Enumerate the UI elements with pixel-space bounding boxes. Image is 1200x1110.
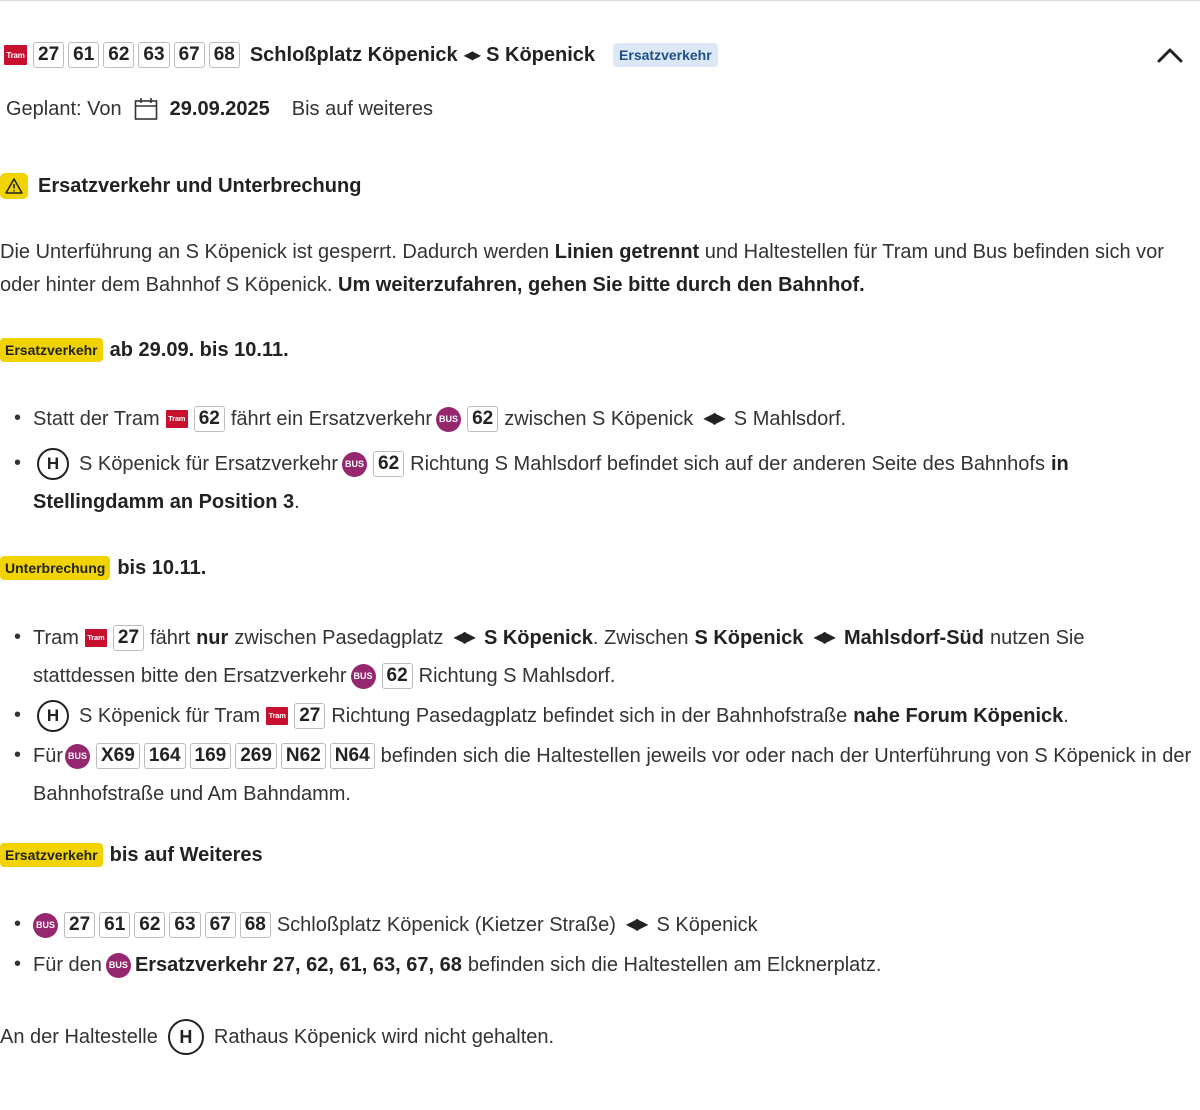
planned-period [6,94,433,124]
bullet-dot: • [14,626,22,648]
calendar-icon [134,97,158,121]
route-from: Schloßplatz Köpenick [249,43,458,66]
section-heading [0,553,206,583]
line-badge[interactable]: 27 [294,703,325,729]
line-badge[interactable]: 63 [169,912,200,938]
section-title: bis auf Weiteres [109,843,263,866]
text: S Köpenick [656,914,758,936]
chevron-up-icon[interactable] [1156,44,1184,66]
section-heading [0,335,289,365]
line-badge[interactable]: 61 [99,912,130,938]
bullet-dot: • [14,953,22,975]
text: S Köpenick für Ersatzverkehr [79,453,338,475]
line-badge: 68 [209,42,240,68]
text: S Köpenick für Tram [79,705,261,727]
line-badge[interactable]: 68 [240,912,271,938]
line-badge[interactable]: 62 [194,406,225,432]
section-tag: Ersatzverkehr [0,338,103,362]
bus-icon: BUS [351,664,376,689]
line-badge[interactable]: 269 [235,743,277,769]
section-heading [0,840,263,870]
text-bold: Mahlsdorf-Süd [843,627,984,649]
bullet-dot: • [14,913,22,935]
line-badge[interactable]: 169 [190,743,232,769]
text: . [1063,705,1069,727]
section-title: ab 29.09. bis 10.11. [109,338,289,361]
line-badge[interactable]: 62 [467,406,498,432]
line-badge[interactable]: N64 [330,743,375,769]
text: Richtung S Mahlsdorf. [418,665,616,687]
text-bold: Ersatzverkehr 27, 62, 61, 63, 67, 68 [134,954,462,976]
stop-icon: H [168,1019,204,1055]
line-badge[interactable]: 164 [144,743,186,769]
text: nutzen Sie [989,627,1085,649]
line-badge[interactable]: X69 [96,743,140,769]
disruption-header[interactable] [4,40,718,70]
text-bold: S Köpenick [694,627,804,649]
text: fährt ein Ersatzverkehr [230,408,433,430]
bullet-dot: • [14,452,22,474]
text-bold: Stellingdamm an Position 3 [33,491,295,513]
text: zwischen S Köpenick [504,408,694,430]
text: befinden sich die Haltestellen jeweils vor oder nach der Unterführung von S Köpenick in der [380,745,1192,767]
warning-title: Ersatzverkehr und Unterbrechung [38,174,362,197]
text: Für den [33,954,102,976]
section-tag: Unterbrechung [0,556,110,580]
text-bold: nur [196,627,229,649]
status-badge: Ersatzverkehr [613,43,718,67]
text: An der Haltestelle [0,1025,158,1048]
text: Rathaus Köpenick wird nicht gehalten. [213,1025,555,1048]
line-badge[interactable]: 62 [373,451,404,477]
line-badge: 63 [138,42,169,68]
line-badge: 62 [103,42,134,68]
bus-icon: BUS [436,407,461,432]
text: . Zwischen [592,627,689,649]
section-title: bis 10.11. [117,556,207,579]
text: Schloßplatz Köpenick (Kietzer Straße) [276,914,616,936]
bidirectional-arrow-icon: ◀▶ [625,916,647,933]
bus-icon: BUS [342,452,367,477]
text: zwischen Pasedagplatz [234,627,444,649]
bus-icon: BUS [65,744,90,769]
intro-text: Die Unterführung an S Köpenick ist gesperrt. Dadurch werden [0,241,555,263]
bidirectional-arrow-icon: ◀▶ [453,629,474,646]
intro-text: oder hinter dem Bahnhof S Köpenick. [0,274,338,296]
line-badge[interactable]: 62 [134,912,165,938]
line-badge[interactable]: 27 [113,625,144,651]
tram-icon: Tram [266,707,288,725]
text: Richtung Pasedagplatz befindet sich in der Bahnhofstraße [331,705,848,727]
section-tag: Ersatzverkehr [0,843,103,867]
line-badge[interactable]: 67 [205,912,236,938]
tram-icon: Tram [85,629,107,647]
planned-label: Geplant: Von [6,97,122,120]
line-badge[interactable]: N62 [281,743,326,769]
text: Tram [33,627,79,649]
warning-heading [0,171,361,201]
route-to: S Köpenick [486,43,596,66]
text-bold: nahe Forum Köpenick [853,705,1064,727]
text: S Mahlsdorf. [733,408,847,430]
text: stattdessen bitte den Ersatzverkehr [33,665,347,687]
text: . [294,491,300,513]
planned-until: Bis auf weiteres [291,97,433,120]
line-badge[interactable]: 62 [382,663,413,689]
tram-icon: Tram [4,45,27,65]
intro-paragraph [0,236,1195,302]
bidirectional-arrow-icon: ◀▶ [463,48,481,62]
text-bold: in [1050,453,1069,475]
bus-icon: BUS [33,913,58,938]
tram-icon: Tram [166,410,188,428]
bus-icon: BUS [106,953,131,978]
planned-date: 29.09.2025 [169,97,270,120]
line-badge: 61 [68,42,99,68]
stop-icon: H [37,700,69,732]
intro-text: und Haltestellen für Tram und Bus befinden sich vor [699,241,1164,263]
bidirectional-arrow-icon: ◀▶ [813,629,834,646]
line-badge: 27 [33,42,64,68]
text: Statt der Tram [33,408,160,430]
bullet-dot: • [14,407,22,429]
text: befinden sich die Haltestellen am Elcknerplatz. [467,954,882,976]
bullet-dot: • [14,744,22,766]
divider [0,0,1200,1]
bullet-dot: • [14,704,22,726]
text-bold: S Köpenick [483,627,593,649]
line-badge[interactable]: 27 [64,912,95,938]
intro-bold: Linien getrennt [554,241,700,263]
text: Richtung S Mahlsdorf befindet sich auf der anderen Seite des Bahnhofs [410,453,1045,475]
text: Bahnhofstraße und Am Bahndamm. [33,783,351,805]
text: Für [33,745,63,767]
bidirectional-arrow-icon: ◀▶ [703,410,724,427]
text: fährt [150,627,191,649]
stop-icon: H [37,448,69,480]
footer-note [0,1018,554,1056]
warning-icon [0,173,28,199]
intro-bold: Um weiterzufahren, gehen Sie bitte durch den Bahnhof. [338,274,865,296]
line-badge: 67 [174,42,205,68]
